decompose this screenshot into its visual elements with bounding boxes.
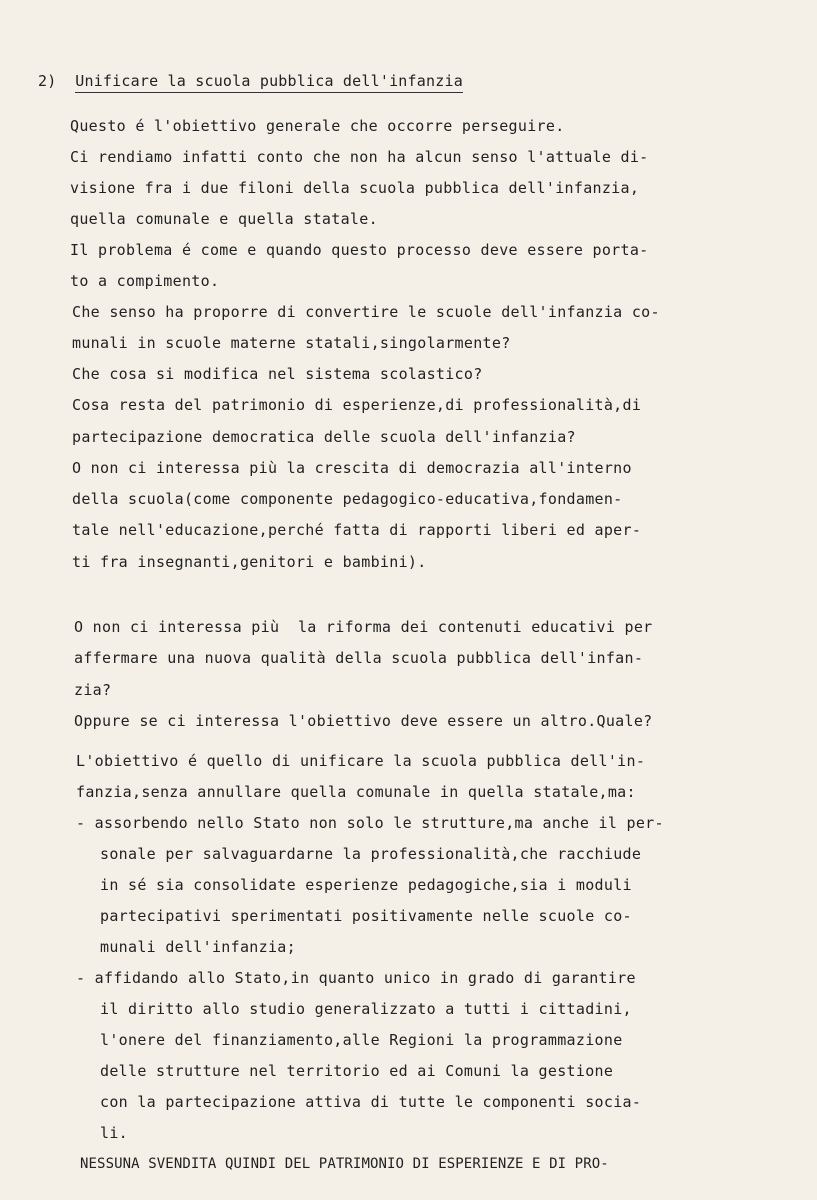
text-line: zia? bbox=[74, 681, 112, 699]
text-line: O non ci interessa più la crescita di democrazia all'interno bbox=[72, 459, 632, 477]
list-item-line: - assorbendo nello Stato non solo le strutture,ma anche il per- bbox=[76, 814, 664, 832]
text-line: della scuola(come componente pedagogico-educativa,fondamen- bbox=[72, 490, 623, 508]
text-line: Cosa resta del patrimonio di esperienze,di professionalità,di bbox=[72, 396, 642, 414]
text-line: Il problema é come e quando questo processo deve essere porta- bbox=[70, 241, 649, 259]
text-line: visione fra i due filoni della scuola pubblica dell'infanzia, bbox=[70, 179, 640, 197]
text-line: ti fra insegnanti,genitori e bambini). bbox=[72, 553, 427, 571]
text-line: L'obiettivo é quello di unificare la scuola pubblica dell'in- bbox=[76, 752, 646, 770]
list-item-line: con la partecipazione attiva di tutte le componenti socia- bbox=[100, 1093, 642, 1111]
list-item-line: partecipativi sperimentati positivamente nelle scuole co- bbox=[100, 907, 632, 925]
list-item-line: munali dell'infanzia; bbox=[100, 938, 296, 956]
section-heading bbox=[38, 72, 463, 90]
text-line: Oppure se ci interessa l'obiettivo deve essere un altro.Quale? bbox=[74, 712, 653, 730]
text-line: quella comunale e quella statale. bbox=[70, 210, 378, 228]
text-line: Ci rendiamo infatti conto che non ha alcun senso l'attuale di- bbox=[70, 148, 649, 166]
text-line: partecipazione democratica delle scuola dell'infanzia? bbox=[72, 428, 576, 446]
section-title: Unificare la scuola pubblica dell'infanzia bbox=[75, 72, 463, 93]
caps-line: NESSUNA SVENDITA QUINDI DEL PATRIMONIO DI ESPERIENZE E DI PRO- bbox=[80, 1156, 609, 1172]
text-line: O non ci interessa più la riforma dei contenuti educativi per bbox=[74, 618, 653, 636]
text-line: Che senso ha proporre di convertire le scuole dell'infanzia co- bbox=[72, 303, 660, 321]
section-number: 2) bbox=[38, 72, 57, 90]
text-line: affermare una nuova qualità della scuola pubblica dell'infan- bbox=[74, 649, 644, 667]
list-item-line: li. bbox=[100, 1124, 128, 1142]
list-item-line: in sé sia consolidate esperienze pedagogiche,sia i moduli bbox=[100, 876, 632, 894]
text-line: to a compimento. bbox=[70, 272, 220, 290]
text-line: tale nell'educazione,perché fatta di rapporti liberi ed aper- bbox=[72, 521, 642, 539]
text-line: Questo é l'obiettivo generale che occorre perseguire. bbox=[70, 117, 565, 135]
list-item-line: sonale per salvaguardarne la professionalità,che racchiude bbox=[100, 845, 642, 863]
text-line: munali in scuole materne statali,singolarmente? bbox=[72, 334, 511, 352]
list-item-line: - affidando allo Stato,in quanto unico in grado di garantire bbox=[76, 969, 636, 987]
text-line: fanzia,senza annullare quella comunale in quella statale,ma: bbox=[76, 783, 636, 801]
list-item-line: l'onere del finanziamento,alle Regioni la programmazione bbox=[100, 1031, 623, 1049]
list-item-line: il diritto allo studio generalizzato a tutti i cittadini, bbox=[100, 1000, 632, 1018]
list-item-line: delle strutture nel territorio ed ai Comuni la gestione bbox=[100, 1062, 614, 1080]
text-line: Che cosa si modifica nel sistema scolastico? bbox=[72, 365, 483, 383]
